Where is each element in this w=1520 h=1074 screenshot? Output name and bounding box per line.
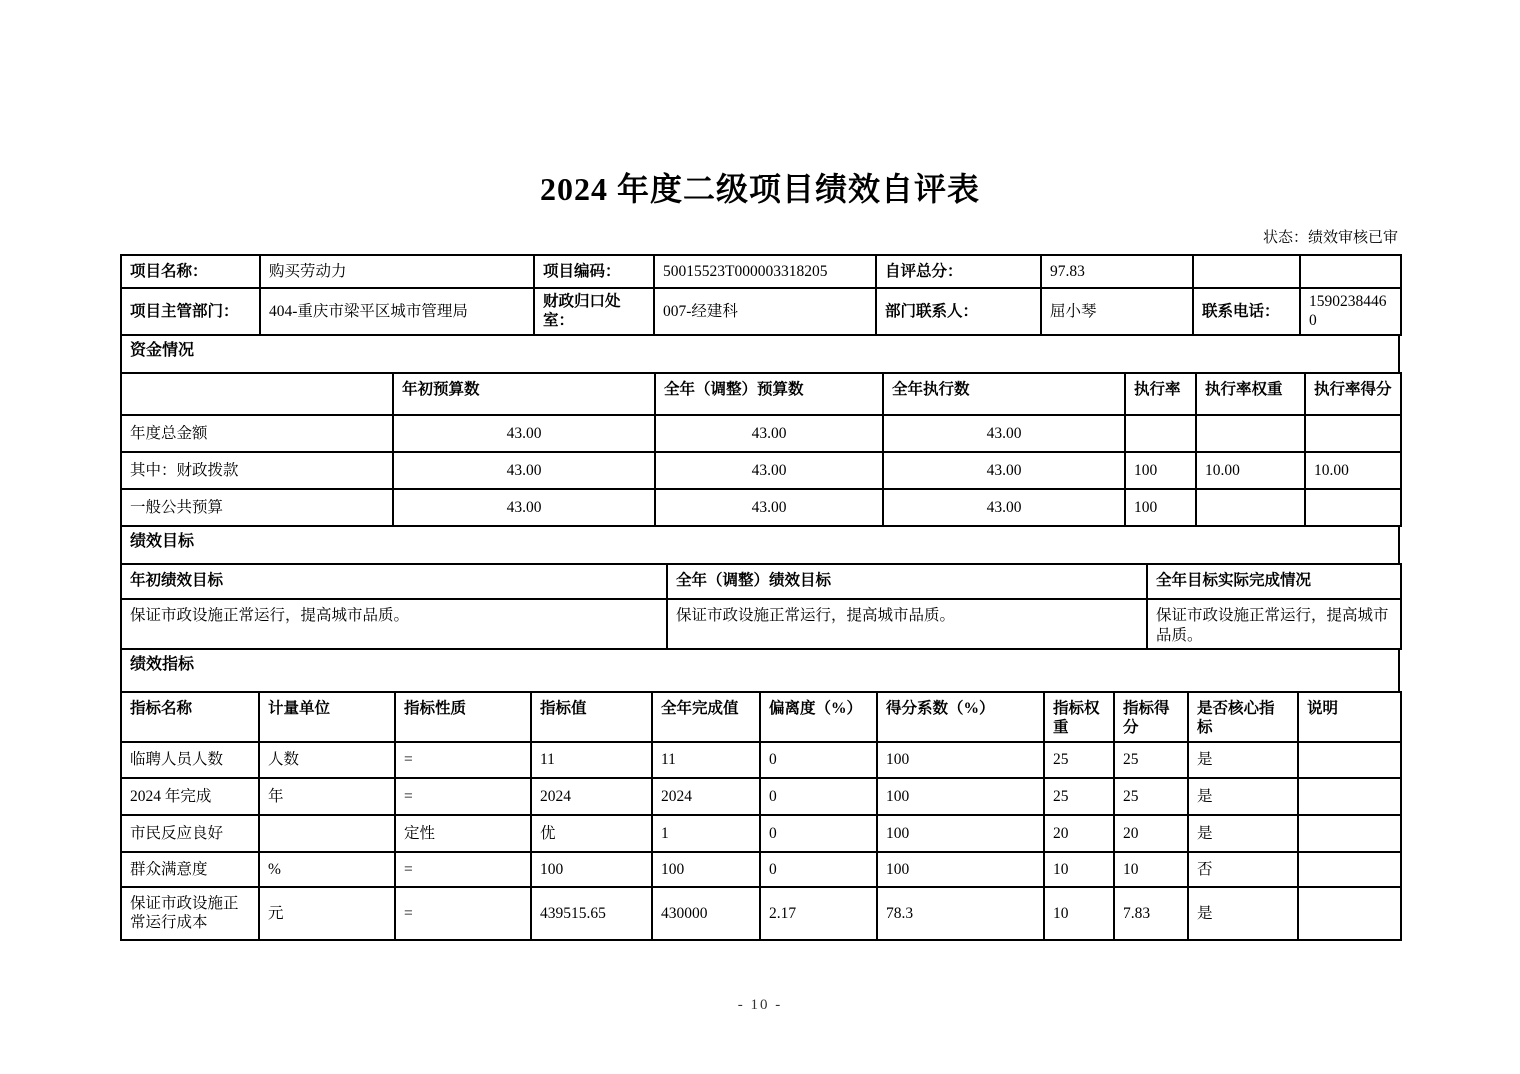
ind-header-cell: 是否核心指标 [1188, 692, 1298, 742]
table-row [121, 692, 1401, 742]
ind-cell: 元 [259, 887, 395, 940]
phone-label: 联系电话： [1193, 288, 1300, 335]
table-row [121, 373, 1401, 415]
funds-section-title: 资金情况 [120, 334, 1400, 374]
empty-cell [1300, 255, 1401, 288]
fund-header-cell: 年初预算数 [393, 373, 655, 415]
ind-header-cell: 指标名称 [121, 692, 259, 742]
page-title: 2024 年度二级项目绩效自评表 [539, 171, 980, 207]
table-row [121, 778, 1401, 815]
ind-cell: % [259, 852, 395, 887]
ind-cell: 20 [1044, 815, 1114, 852]
ind-cell: 25 [1114, 742, 1188, 778]
ind-cell: 2024 年完成 [121, 778, 259, 815]
fund-value-cell: 43.00 [655, 489, 883, 526]
ind-header-cell: 指标得分 [1114, 692, 1188, 742]
project-code-label: 项目编码： [534, 255, 654, 288]
table-row [121, 288, 1401, 335]
table-row [121, 852, 1401, 887]
ind-cell: 11 [531, 742, 652, 778]
ind-header-cell: 偏离度（%） [760, 692, 877, 742]
indicators-section-title: 绩效指标 [120, 648, 1400, 693]
fund-row-label: 年度总金额 [121, 415, 393, 452]
ind-cell: 430000 [652, 887, 760, 940]
project-name-label: 项目名称： [121, 255, 260, 288]
ind-header-cell: 指标权重 [1044, 692, 1114, 742]
fund-value-cell: 10.00 [1196, 452, 1305, 489]
empty-cell [1193, 255, 1300, 288]
goal-value-cell: 保证市政设施正常运行，提高城市品质。 [121, 599, 667, 649]
table-row [121, 255, 1401, 288]
status-text: 状态：绩效审核已审 [1262, 230, 1398, 246]
fund-value-cell: 43.00 [393, 415, 655, 452]
ind-header-cell: 指标性质 [395, 692, 531, 742]
ind-cell: 10 [1044, 887, 1114, 940]
ind-cell: 0 [760, 778, 877, 815]
fund-row-label: 一般公共预算 [121, 489, 393, 526]
table-row [121, 564, 1401, 599]
ind-cell: 100 [877, 815, 1044, 852]
project-code-value: 50015523T000003318205 [654, 255, 876, 288]
ind-cell: 年 [259, 778, 395, 815]
ind-cell [1298, 778, 1401, 815]
ind-cell: = [395, 778, 531, 815]
fund-header-cell: 全年（调整）预算数 [655, 373, 883, 415]
table-row [121, 599, 1401, 649]
fund-value-cell: 43.00 [393, 452, 655, 489]
ind-cell: 2024 [531, 778, 652, 815]
fund-value-cell: 100 [1125, 489, 1196, 526]
ind-cell: 100 [531, 852, 652, 887]
ind-cell: 是 [1188, 815, 1298, 852]
ind-cell: 7.83 [1114, 887, 1188, 940]
fund-value-cell: 10.00 [1305, 452, 1401, 489]
ind-header-cell: 计量单位 [259, 692, 395, 742]
dept-value: 404-重庆市梁平区城市管理局 [260, 288, 534, 335]
fund-value-cell [1125, 415, 1196, 452]
goals-section-title: 绩效目标 [120, 525, 1400, 565]
ind-header-cell: 指标值 [531, 692, 652, 742]
ind-cell: 保证市政设施正常运行成本 [121, 887, 259, 940]
ind-cell: 20 [1114, 815, 1188, 852]
goal-value-cell: 保证市政设施正常运行，提高城市品质。 [667, 599, 1147, 649]
ind-cell: 人数 [259, 742, 395, 778]
goal-header-cell: 全年目标实际完成情况 [1147, 564, 1401, 599]
ind-cell: 2.17 [760, 887, 877, 940]
ind-cell: 78.3 [877, 887, 1044, 940]
finance-office-label: 财政归口处室： [534, 288, 654, 335]
page-number: - 10 - [737, 996, 783, 1013]
fund-header-cell: 执行率权重 [1196, 373, 1305, 415]
contact-label: 部门联系人： [876, 288, 1041, 335]
fund-value-cell: 43.00 [655, 415, 883, 452]
fund-value-cell [1305, 415, 1401, 452]
ind-cell: = [395, 887, 531, 940]
finance-office-value: 007-经建科 [654, 288, 876, 335]
ind-cell: 优 [531, 815, 652, 852]
table-row [121, 815, 1401, 852]
ind-cell: 2024 [652, 778, 760, 815]
fund-value-cell: 43.00 [393, 489, 655, 526]
goal-header-cell: 全年（调整）绩效目标 [667, 564, 1147, 599]
ind-cell: 群众满意度 [121, 852, 259, 887]
fund-header-cell: 执行率得分 [1305, 373, 1401, 415]
ind-cell: 1 [652, 815, 760, 852]
ind-cell [1298, 742, 1401, 778]
fund-header-cell: 全年执行数 [883, 373, 1125, 415]
ind-cell: 100 [877, 778, 1044, 815]
fund-value-cell [1305, 489, 1401, 526]
ind-cell: 10 [1044, 852, 1114, 887]
funds-table [120, 372, 1402, 527]
ind-cell: 100 [652, 852, 760, 887]
fund-value-cell: 43.00 [655, 452, 883, 489]
goal-header-cell: 年初绩效目标 [121, 564, 667, 599]
ind-cell: 439515.65 [531, 887, 652, 940]
ind-cell: 否 [1188, 852, 1298, 887]
self-score-value: 97.83 [1041, 255, 1193, 288]
ind-cell: 0 [760, 852, 877, 887]
indicators-table [120, 691, 1402, 941]
ind-header-cell: 全年完成值 [652, 692, 760, 742]
fund-value-cell [1196, 489, 1305, 526]
table-row [121, 742, 1401, 778]
goal-value-cell: 保证市政设施正常运行，提高城市品质。 [1147, 599, 1401, 649]
fund-row-label: 其中：财政拨款 [121, 452, 393, 489]
ind-cell [1298, 852, 1401, 887]
ind-cell: 11 [652, 742, 760, 778]
goals-table [120, 563, 1402, 650]
ind-cell: 10 [1114, 852, 1188, 887]
ind-cell: = [395, 852, 531, 887]
phone-value: 15902384460 [1300, 288, 1401, 335]
fund-value-cell: 43.00 [883, 489, 1125, 526]
fund-value-cell [1196, 415, 1305, 452]
ind-cell: 0 [760, 742, 877, 778]
ind-cell: 是 [1188, 742, 1298, 778]
fund-header-cell: 执行率 [1125, 373, 1196, 415]
table-row [121, 415, 1401, 452]
ind-cell: 25 [1044, 778, 1114, 815]
contact-value: 屈小琴 [1041, 288, 1193, 335]
project-name-value: 购买劳动力 [260, 255, 534, 288]
self-score-label: 自评总分： [876, 255, 1041, 288]
table-row [121, 887, 1401, 940]
ind-cell: 临聘人员人数 [121, 742, 259, 778]
table-row [121, 489, 1401, 526]
ind-cell [1298, 887, 1401, 940]
ind-cell: 25 [1114, 778, 1188, 815]
dept-label: 项目主管部门： [121, 288, 260, 335]
ind-cell: 100 [877, 852, 1044, 887]
ind-cell: 0 [760, 815, 877, 852]
ind-cell: 市民反应良好 [121, 815, 259, 852]
ind-cell: 25 [1044, 742, 1114, 778]
fund-value-cell: 43.00 [883, 452, 1125, 489]
ind-cell: 是 [1188, 778, 1298, 815]
ind-cell: 是 [1188, 887, 1298, 940]
table-row [121, 452, 1401, 489]
ind-cell: 定性 [395, 815, 531, 852]
fund-header-cell [121, 373, 393, 415]
document-page [120, 0, 1400, 1014]
ind-cell [1298, 815, 1401, 852]
ind-header-cell: 说明 [1298, 692, 1401, 742]
ind-header-cell: 得分系数（%） [877, 692, 1044, 742]
ind-cell: = [395, 742, 531, 778]
project-info-table [120, 254, 1402, 336]
ind-cell: 100 [877, 742, 1044, 778]
fund-value-cell: 100 [1125, 452, 1196, 489]
ind-cell [259, 815, 395, 852]
fund-value-cell: 43.00 [883, 415, 1125, 452]
